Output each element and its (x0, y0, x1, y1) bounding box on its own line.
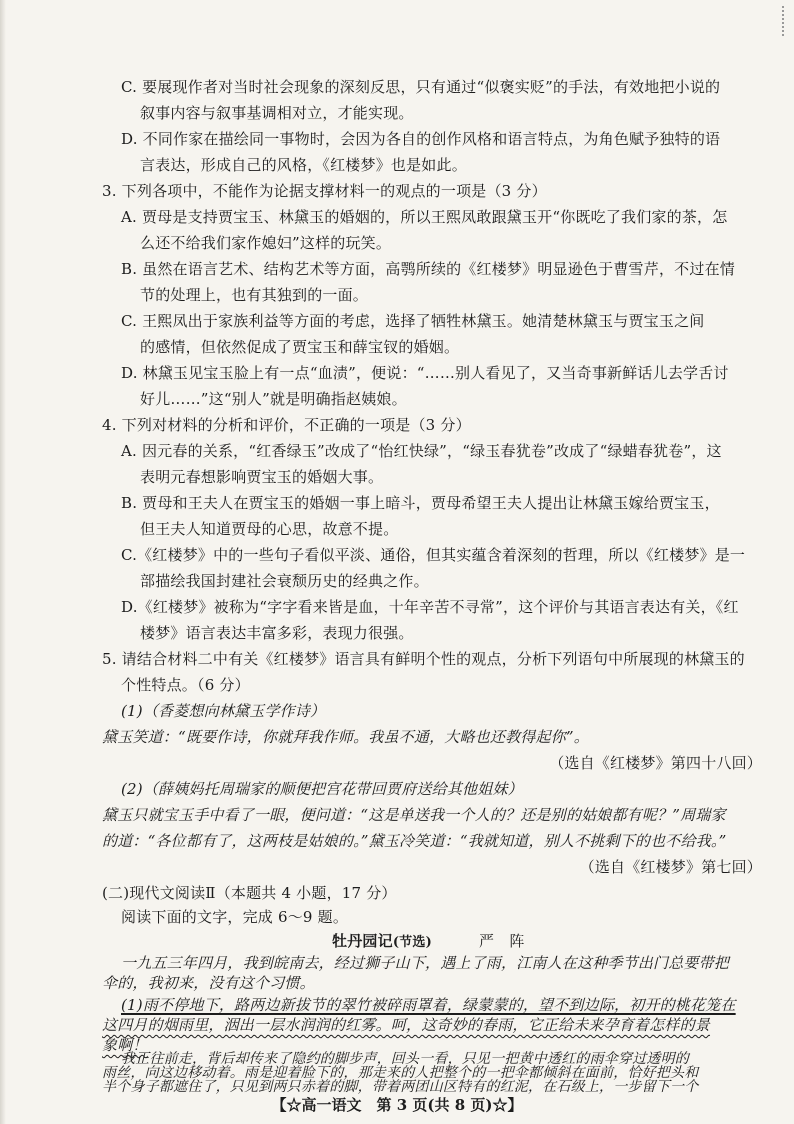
passage-author: 严 阵 (479, 932, 525, 950)
passage-p2-line1: (1)雨不停地下，路两边新拔节的翠竹被碎雨罩着，绿蒙蒙的，望不到边际，初开的桃花笼在 (121, 996, 736, 1014)
passage-title (332, 930, 432, 954)
q3-option-a-line2: 么还不给我们家作媳妇”这样的玩笑。 (140, 234, 392, 252)
passage-p2-line2: 这四月的烟雨里，洇出一层水润润的红雾。呵，这奇妙的春雨，它正给未来孕育着怎样的景 (102, 1016, 711, 1034)
q5-sentence2-line2: 的道：“各位都有了，这两枝是姑娘的。”黛玉冷笑道：“我就知道，别人不挑剩下的也不给我。” (102, 832, 727, 850)
q5-sentence1: 黛玉笑道：“既要作诗，你就拜我作师。我虽不通，大略也还教得起你”。 (102, 728, 589, 746)
passage-p3-line2: 雨丝，向这边移动着。雨是迎着脸下的，那走来的人把整个的一把伞都倾斜在面前，恰好把头和 (102, 1065, 699, 1081)
question-5-line1: 5. 请结合材料二中有关《红楼梦》语言具有鲜明个性的观点，分析下列语句中所展现的林黛玉的 (102, 650, 745, 668)
question-4: 4. 下列对材料的分析和评价，不正确的一项是（3 分） (102, 416, 471, 434)
passage-title-text: 牡丹园记 (332, 932, 393, 950)
q4-option-b-line2: 但王夫人知道贾母的心思，故意不提。 (140, 520, 399, 538)
section-instructions: 阅读下面的文字，完成 6～9 题。 (121, 908, 349, 926)
passage-p2-line3: 象啊！ (102, 1036, 148, 1054)
q2-option-c-line2: 叙事内容与叙事基调相对立，才能实现。 (140, 104, 414, 122)
q2-option-d-line2: 言表达，形成自己的风格，《红楼梦》也是如此。 (140, 156, 467, 174)
q3-option-b-line2: 节的处理上，也有其独到的一面。 (140, 286, 369, 304)
q2-option-c-line1: C. 要展现作者对当时社会现象的深刻反思，只有通过“似褒实贬”的手法，有效地把小说的 (121, 78, 721, 96)
passage-p1-line2: 伞的，我初来，没有这个习惯。 (102, 974, 315, 992)
section-heading: (二)现代文阅读Ⅱ（本题共 4 小题，17 分） (102, 884, 397, 902)
question-5-line2: 个性特点。（6 分） (121, 676, 250, 694)
q4-option-c-line1: C.《红楼梦》中的一些句子看似平淡、通俗，但其实蕴含着深刻的哲理，所以《红楼梦》是一 (121, 546, 746, 564)
q4-option-a-line1: A. 因元春的关系，“红香绿玉”改成了“怡红快绿”，“绿玉春犹卷”改成了“绿蜡春犹卷”，这 (121, 442, 722, 460)
scan-mark (772, 6, 784, 36)
q4-option-b-line1: B. 贾母和王夫人在贾宝玉的婚姻一事上暗斗，贾母希望王夫人提出让林黛玉嫁给贾宝玉， (121, 494, 720, 512)
page-footer: 【☆高一语文 第 3 页(共 8 页)☆】 (271, 1096, 523, 1114)
q3-option-d-line1: D. 林黛玉见宝玉脸上有一点“血渍”，便说：“……别人看见了，又当奇事新鲜话儿去学舌讨 (121, 364, 729, 382)
q5-sentence1-heading: (1)（香菱想向林黛玉学作诗） (121, 702, 326, 720)
q5-sentence2-line1: 黛玉只就宝玉手中看了一眼，便问道：“这是单送我一个人的？还是别的姑娘都有呢？”周瑞家 (102, 806, 726, 824)
q4-option-d-line1: D.《红楼梦》被称为“字字看来皆是血，十年辛苦不寻常”，这个评价与其语言表达有关，《红 (121, 598, 739, 616)
passage-p1-line1: 一九五三年四月，我到皖南去，经过狮子山下，遇上了雨，江南人在这种季节出门总要带把 (121, 954, 730, 972)
q3-option-d-line2: 好儿……”这“别人”就是明确指赵姨娘。 (140, 390, 407, 408)
passage-p3-line1: 我正往前走，背后却传来了隐约的脚步声，回头一看，只见一把黄中透红的雨伞穿过透明的 (121, 1051, 689, 1067)
passage-p3-line3: 半个身子都遮住了，只见到两只赤着的脚，带着两团山区特有的红泥，在石级上，一步留下一个 (102, 1079, 699, 1095)
q3-option-c-line2: 的感情，但依然促成了贾宝玉和薛宝钗的婚姻。 (140, 338, 460, 356)
question-3: 3. 下列各项中，不能作为论据支撑材料一的观点的一项是（3 分） (102, 182, 547, 200)
q2-option-d-line1: D. 不同作家在描绘同一事物时，会因为各自的创作风格和语言特点，为角色赋予独特的语 (121, 130, 721, 148)
q4-option-c-line2: 部描绘我国封建社会衰颓历史的经典之作。 (140, 572, 429, 590)
q5-sentence2-heading: (2)（薛姨妈托周瑞家的顺便把宫花带回贾府送给其他姐妹） (121, 780, 523, 798)
q5-sentence1-source: （选自《红楼梦》第四十八回） (549, 754, 762, 772)
q3-option-a-line1: A. 贾母是支持贾宝玉、林黛玉的婚姻的，所以王熙凤敢跟黛玉开“你既吃了我们家的茶，怎 (121, 208, 728, 226)
q3-option-c-line1: C. 王熙凤出于家族利益等方面的考虑，选择了牺牲林黛玉。她清楚林黛玉与贾宝玉之间 (121, 312, 705, 330)
q3-option-b-line1: B. 虽然在语言艺术、结构艺术等方面，高鹗所续的《红楼梦》明显逊色于曹雪芹，不过在情 (121, 260, 735, 278)
q5-sentence2-source: （选自《红楼梦》第七回） (579, 858, 762, 876)
passage-title-note: (节选) (392, 935, 432, 950)
scan-edge (0, 0, 6, 1124)
q4-option-a-line2: 表明元春想影响贾宝玉的婚姻大事。 (140, 468, 384, 486)
q4-option-d-line2: 楼梦》语言表达丰富多彩，表现力很强。 (140, 624, 414, 642)
